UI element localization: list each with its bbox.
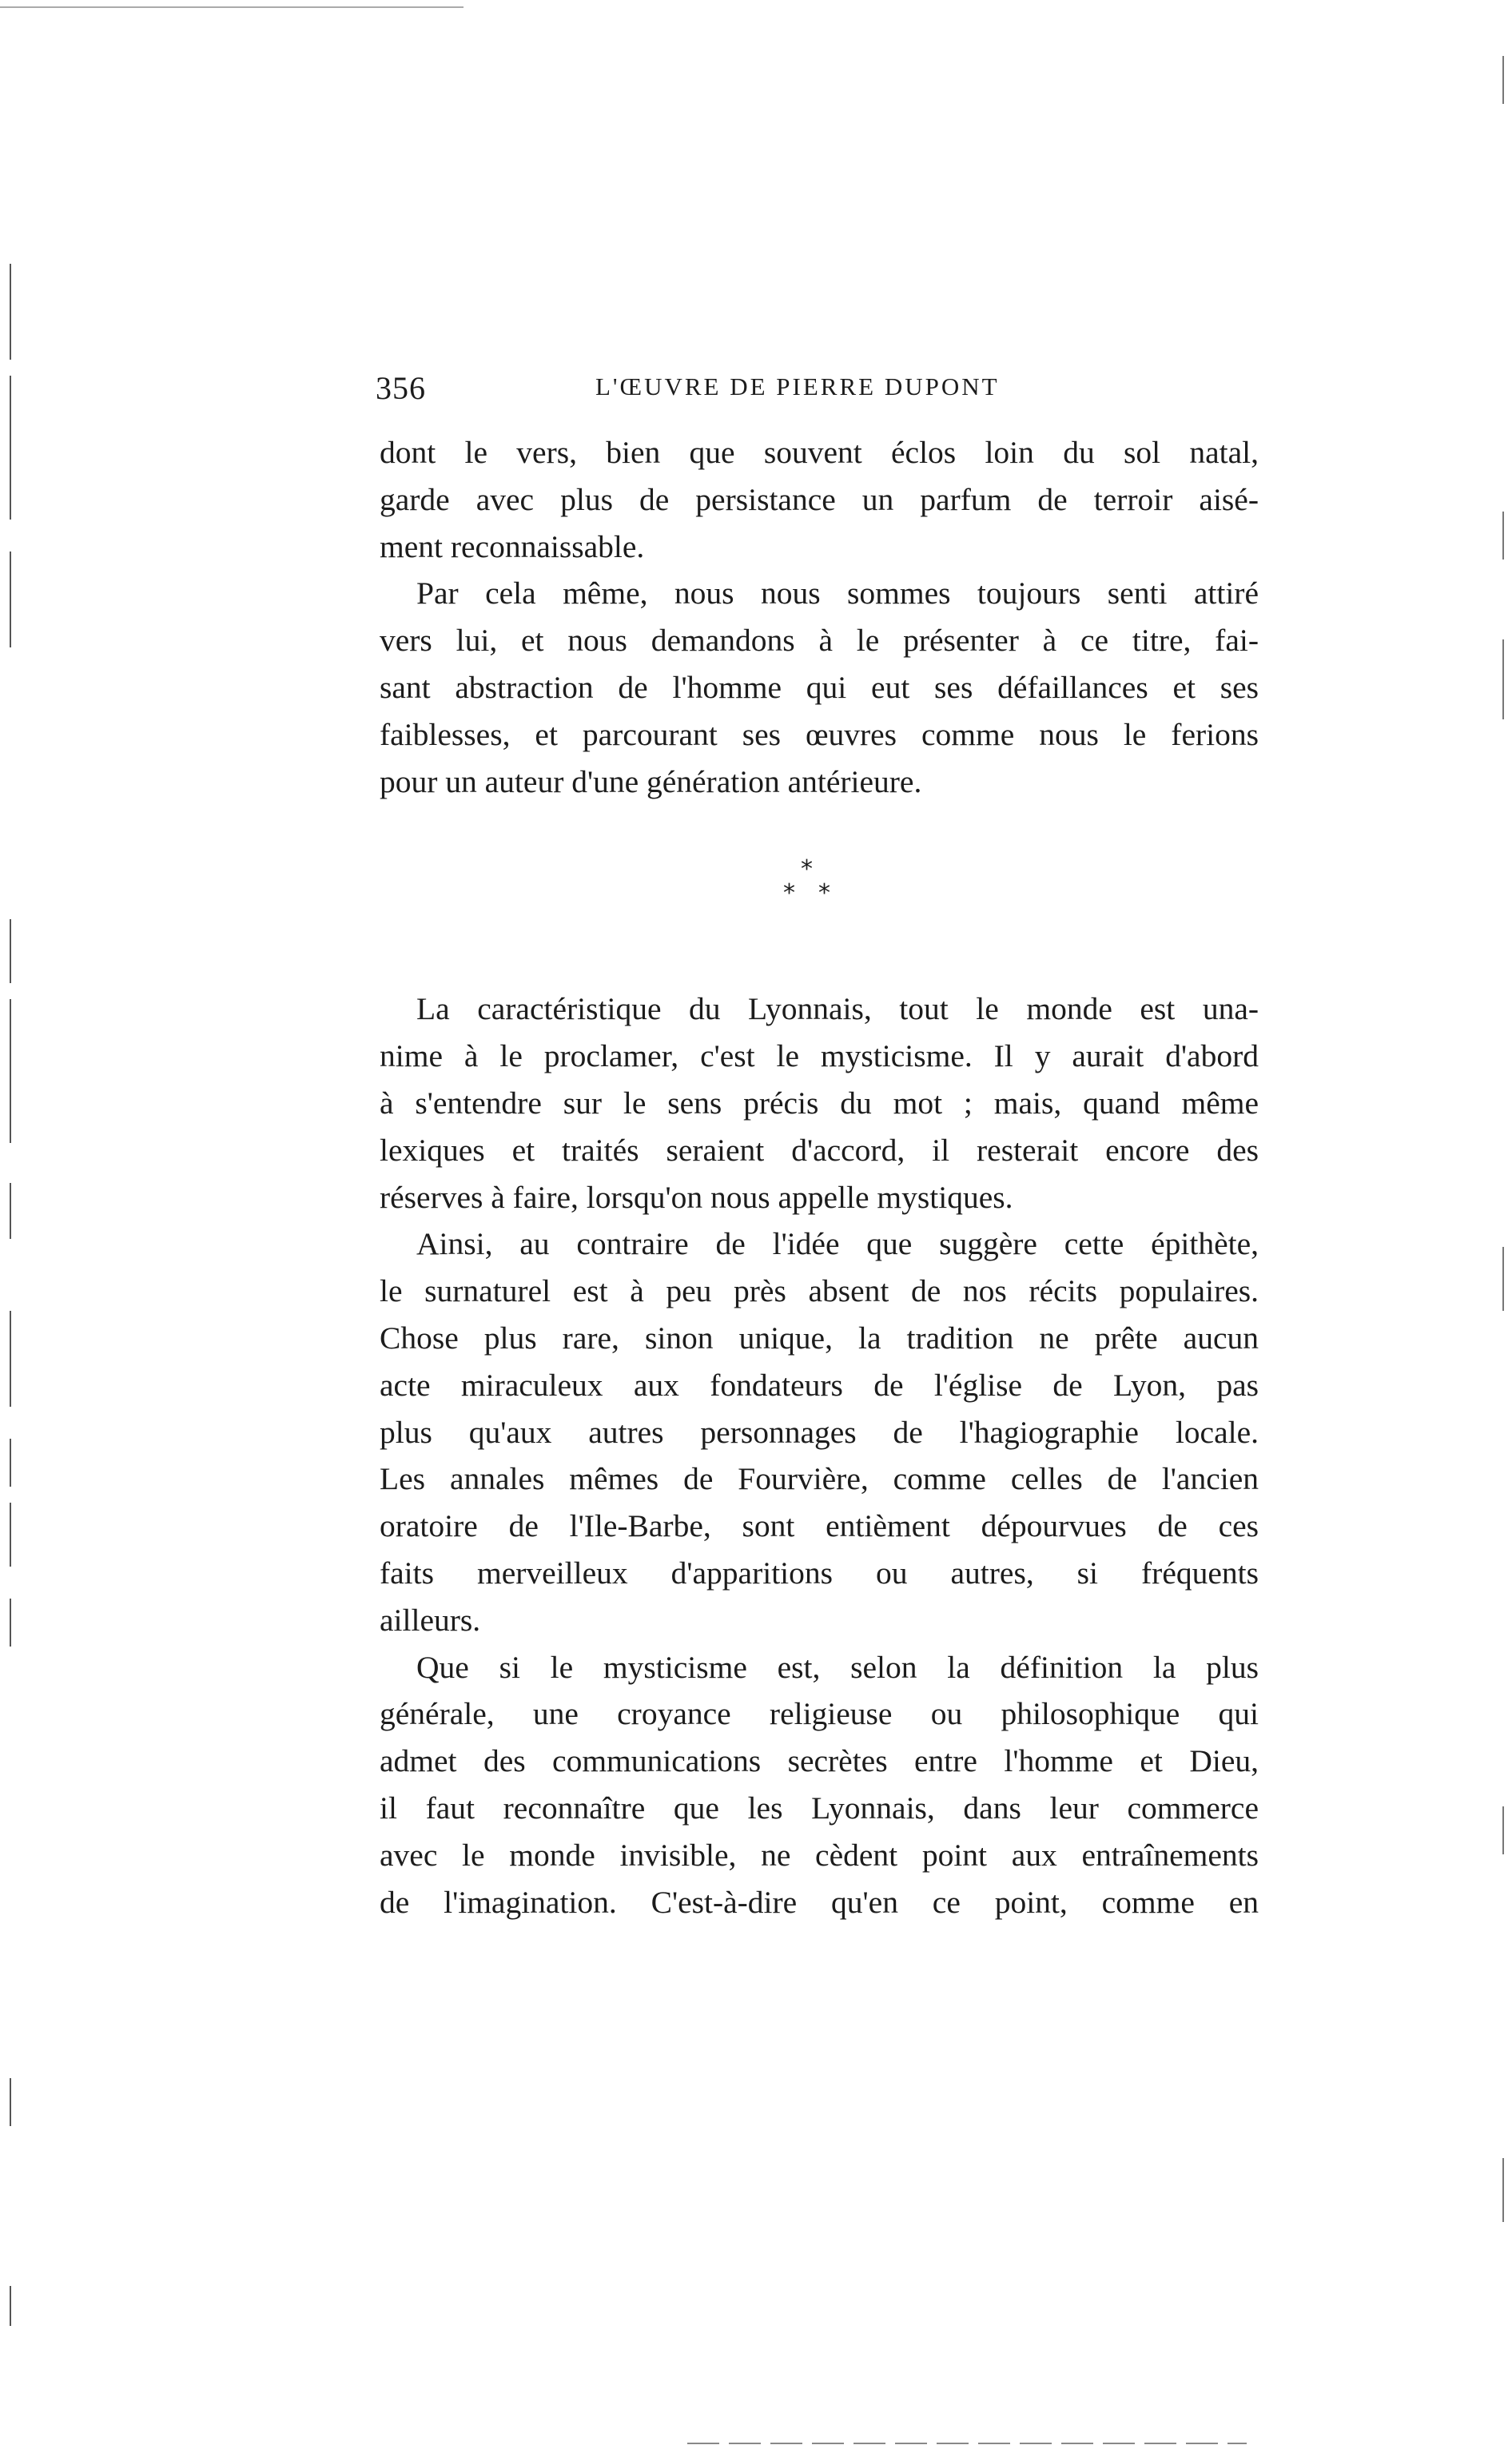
- paragraph-5: [380, 1644, 1259, 1926]
- text-line: avec le monde invisible, ne cèdent point aux entraînements: [380, 1837, 1259, 1873]
- text-line: le surnaturel est à peu près absent de nos récits populaires.: [380, 1273, 1259, 1309]
- text-line: il faut reconnaître que les Lyonnais, dans leur commerce: [380, 1790, 1259, 1826]
- text-line: faiblesses, et parcourant ses œuvres comme nous le ferions: [380, 716, 1259, 752]
- text-line: acte miraculeux aux fondateurs de l'église de Lyon, pas: [380, 1367, 1259, 1403]
- text-line: sant abstraction de l'homme qui eut ses défaillances et ses: [380, 669, 1259, 705]
- text-line: Les annales mêmes de Fourvière, comme celles de l'ancien: [380, 1461, 1259, 1497]
- text-line: Ainsi, au contraire de l'idée que suggère cette épithète,: [416, 1226, 1259, 1262]
- text-line: admet des communications secrètes entre l'homme et Dieu,: [380, 1743, 1259, 1779]
- paragraph-4: [380, 1221, 1259, 1643]
- asterism-star: *: [783, 879, 795, 908]
- text-line: Par cela même, nous nous sommes toujours senti attiré: [416, 575, 1259, 611]
- body-text: [380, 429, 1259, 1925]
- text-line: plus qu'aux autres personnages de l'hagiographie locale.: [380, 1414, 1259, 1450]
- text-line: oratoire de l'Ile-Barbe, sont entièment dépourvues de ces: [380, 1508, 1259, 1544]
- text-line: pour un auteur d'une génération antérieure.: [380, 763, 922, 799]
- text-line: lexiques et traités seraient d'accord, il resterait encore des: [380, 1132, 1259, 1168]
- paragraph-3: [380, 986, 1259, 1221]
- text-line: dont le vers, bien que souvent éclos loin du sol natal,: [380, 435, 1259, 470]
- asterism-star: *: [801, 855, 813, 884]
- section-separator: [380, 805, 1259, 986]
- asterism-star: *: [818, 879, 830, 908]
- text-line: ment reconnaissable.: [380, 528, 645, 564]
- text-line: à s'entendre sur le sens précis du mot ; mais, quand même: [380, 1085, 1259, 1121]
- page-header: [376, 369, 1259, 417]
- left-margin-scan-marks: [0, 0, 32, 2461]
- text-line: de l'imagination. C'est-à-dire qu'en ce point, comme en: [380, 1884, 1259, 1920]
- text-line: ailleurs.: [380, 1602, 481, 1638]
- running-head: L'ŒUVRE DE PIERRE DUPONT: [595, 372, 1000, 400]
- scan-bottom-edge: [687, 2443, 1247, 2444]
- text-line: Que si le mysticisme est, selon la définition la plus: [416, 1649, 1259, 1685]
- text-line: faits merveilleux d'apparitions ou autres, si fréquents: [380, 1555, 1259, 1591]
- asterism: [783, 855, 847, 922]
- text-line: garde avec plus de persistance un parfum de terroir aisé-: [380, 481, 1259, 517]
- text-line: Chose plus rare, sinon unique, la tradition ne prête aucun: [380, 1320, 1259, 1356]
- text-line: réserves à faire, lorsqu'on nous appelle mystiques.: [380, 1179, 1013, 1215]
- page-number: 356: [376, 370, 426, 406]
- paragraph-2: [380, 570, 1259, 805]
- text-line: générale, une croyance religieuse ou philosophique qui: [380, 1696, 1259, 1732]
- text-line: vers lui, et nous demandons à le présenter à ce titre, fai-: [380, 623, 1259, 659]
- text-line: La caractéristique du Lyonnais, tout le monde est una-: [416, 991, 1259, 1027]
- scan-edge-line: [0, 6, 464, 8]
- paragraph-1: [380, 429, 1259, 570]
- text-line: nime à le proclamer, c'est le mysticisme. Il y aurait d'abord: [380, 1038, 1259, 1074]
- right-margin-scan-marks: [1498, 0, 1512, 2461]
